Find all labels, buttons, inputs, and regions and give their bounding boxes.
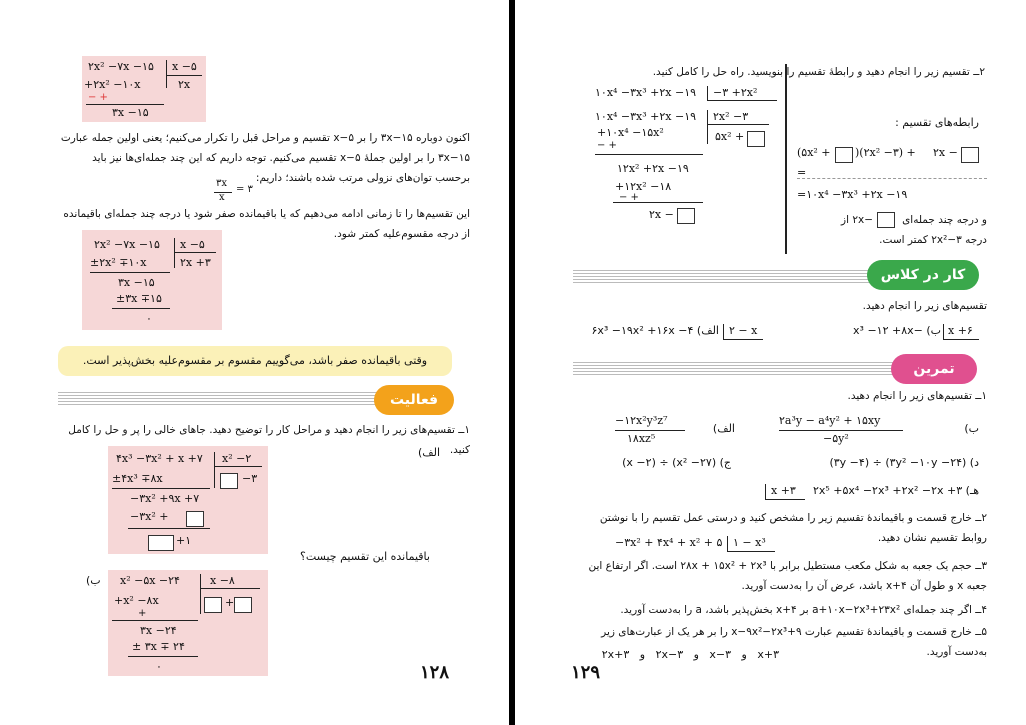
example-top-signs: − + — [88, 92, 108, 103]
example-full-dividend: ۲x² −۷x −۱۵ — [94, 238, 160, 251]
part-a-label: الف) — [418, 446, 441, 459]
ex1-b-label: ب) — [964, 422, 979, 435]
right-page — [515, 0, 1026, 725]
ex1-a-denominator: ۱۸xz⁵ — [627, 432, 656, 445]
ex2-expression: −۳x² + ۴x⁴ + x² + ۵ — [615, 536, 723, 549]
q2-remainder-blank[interactable] — [677, 205, 695, 224]
fraction-denominator: x — [219, 192, 225, 203]
ex2-text: ۲ــ خارج قسمت و باقیماندهٔ تقسیم زیر را مشخص کنید و درستی عمل تقسیم را با نوشتن روابط تقسیم نشان دهید. — [599, 512, 987, 544]
q2-row6: +۱۲x² −۱۸ — [615, 180, 672, 193]
relation-blank-2[interactable] — [961, 144, 979, 163]
relation-line3-b: −۲x از — [841, 214, 873, 226]
q2-division — [595, 84, 779, 224]
example-full-line3: ±۳x ∓۱۵ — [116, 292, 162, 305]
fraction-equation — [212, 180, 272, 204]
activity-stripes — [58, 392, 378, 406]
page-number-left: ۱۲۸ — [420, 662, 450, 683]
ex1-e-expression: هـ) ۲x⁵ +۵x⁴ −۲x³ +۲x² −۲x +۳ — [812, 484, 979, 497]
q2-separator — [785, 64, 787, 254]
ex1-a-label: الف) — [712, 422, 735, 435]
ex1-a-numerator: −۱۲x²y³z⁷ — [615, 414, 668, 427]
relation-line-4: درجه ۳−۲x² کمتر است. — [879, 234, 987, 246]
exercise-stripes — [573, 362, 899, 376]
q2-row8: ۲x − — [649, 208, 674, 221]
part-a-line3: −۳x² + — [130, 510, 169, 523]
classwork-b-expression: ب) −x³ −۱۲ +۸x — [853, 324, 941, 337]
relation-eq: = — [797, 166, 807, 179]
part-a-remainder-blank[interactable] — [148, 532, 174, 551]
example-top-dividend: ۲x² −۷x −۱۵ — [88, 60, 154, 73]
left-page — [0, 0, 509, 725]
q2-row2-divisor: ۲x² −۳ — [713, 110, 749, 123]
q2-row4-signs: − + — [597, 140, 617, 151]
part-b-remainder: ۰ — [156, 660, 162, 673]
example-top-divisor: x −۵ — [172, 60, 197, 73]
example-full-remainder: ۰ — [146, 312, 152, 325]
part-b-line1: +x² −۸x — [114, 594, 159, 607]
exercise-title: تمرین — [891, 354, 977, 384]
relation-line3-a: و درجه چند جمله‌ای — [902, 214, 987, 226]
q2-dividend: ۱۰x⁴ −۳x³ +۲x −۱۹ — [595, 86, 697, 99]
fraction-result: = ۳ — [236, 184, 253, 195]
ex3-text: ۳ــ حجم یک جعبه به شکل مکعب مستطیل برابر با ۲۸x + ۱۵x² + ۲x³ است. اگر ارتفاع این جعبه x و طول آن ۴+x باشد، عرض آن را به‌دست آورید. — [588, 560, 987, 592]
part-a-line2: −۳x² +۹x +۷ — [130, 492, 200, 505]
q2-row3-quot: ۵x² + — [715, 130, 745, 143]
relation-line1-b: )(۲x² −۳) + — [855, 146, 916, 159]
paragraph-2: این تقسیم‌ها را تا زمانی ادامه می‌دهیم که یا باقیمانده صفر شود یا درجه چند جمله‌ای باقیمانده از درجه مقسوم‌علیه کمتر شود. — [63, 208, 470, 240]
q2-row5: ۱۲x² +۲x −۱۹ — [617, 162, 689, 175]
classwork-a — [591, 322, 771, 342]
part-b-label: ب) — [86, 574, 101, 587]
divisibility-note: وقتی باقیمانده صفر باشد، می‌گوییم مقسوم بر مقسوم‌علیه بخش‌پذیر است. — [58, 346, 452, 376]
classwork-b-divisor: x +۶ — [948, 324, 973, 337]
q2-quotient-blank[interactable] — [747, 128, 765, 147]
part-a-divisor: x² −۲ — [222, 452, 252, 465]
ex5-options: x+۳ و x−۳ و ۲x−۳ و ۲x+۳ — [601, 648, 779, 661]
q2-row2-left: ۱۰x⁴ −۳x³ +۲x −۱۹ — [595, 110, 697, 123]
ex1-e — [593, 482, 979, 502]
paragraph-1: اکنون دوباره ۱۵−۳x را بر ۵−x تقسیم و مراحل قبل را تکرار می‌کنیم؛ یعنی اولین جمله عبارت ۱۵−۳x را بر اولین جملهٔ ۵−x تقسیم می‌کنیم. توجه داریم که این چند جمله‌ای‌ها نیز باید برحسب توان‌های نزولی مرتب شده باشند؛ داریم: — [60, 132, 470, 184]
example-full-line1: ±۲x² ∓۱۰x — [90, 256, 147, 269]
example-full-quotient: ۲x +۳ — [180, 256, 211, 269]
ex4-text: ۴ــ اگر چند جمله‌ای a+۱۰x−۲x³+۲۳x² بر ۴+x بخش‌پذیر باشد، a را به‌دست آورید. — [620, 604, 987, 616]
part-a-blank-2[interactable] — [186, 508, 204, 527]
classwork-b — [815, 322, 985, 342]
ex2-division — [615, 534, 795, 554]
q2-text: ۲ــ تقسیم زیر را انجام دهید و رابطهٔ تقسیم را بنویسید. راه حل را کامل کنید. — [652, 66, 985, 78]
ex1-a — [615, 414, 735, 448]
q2-row7-sign: − + — [619, 192, 639, 203]
part-b-quotient-blank-2[interactable] — [234, 594, 252, 613]
example-top-box — [82, 56, 206, 122]
part-a-box — [108, 446, 268, 554]
relation-line-2: =۱۰x⁴ −۳x³ +۲x −۱۹ — [797, 188, 908, 201]
part-a-remainder-tail: +۱ — [176, 534, 192, 547]
classwork-text: تقسیم‌های زیر را انجام دهید. — [862, 300, 987, 312]
classwork-a-divisor: ۲ − x — [729, 324, 758, 337]
relation-line-3 — [797, 212, 987, 232]
relation-blank-3[interactable] — [877, 212, 895, 228]
classwork-title: کار در کلاس — [867, 260, 979, 290]
part-a-dividend: ۴x³ −۳x² + x +۷ — [116, 452, 203, 465]
ex1-b-numerator: ۲a³y − a⁴y² + ۱۵xy — [779, 414, 881, 427]
relation-line1-c: ۲x − — [933, 146, 958, 159]
part-b-dividend: x² −۵x −۲۴ — [120, 574, 180, 587]
ex1-text: ۱ــ تقسیم‌های زیر را انجام دهید. — [847, 390, 987, 402]
classwork-a-expression: الف) ۶x³ −۱۹x² +۱۶x −۴ — [591, 324, 719, 337]
activity-intro: ۱ــ تقسیم‌های زیر را انجام دهید و مراحل کار را توضیح دهید. جاهای خالی را پر و حل را کامل کنید. — [68, 424, 470, 456]
example-top-quotient: ۲x — [178, 78, 191, 91]
ex5-text: ۵ــ خارج قسمت و باقیماندهٔ تقسیم عبارت ۹+x−۹x²−۲x³ را بر هر یک از عبارت‌های زیر به‌دست آورید. — [601, 626, 987, 658]
part-b-line3: ± ۳x ∓ ۲۴ — [132, 640, 185, 653]
relation-line1-a: (۵x² + — [797, 146, 831, 159]
fraction-numerator: ۳x — [216, 178, 228, 189]
page-number-right: ۱۲۹ — [571, 662, 601, 683]
part-a-quotient-tail: −۳ — [242, 472, 258, 485]
ex2-divisor: ۱ − x³ — [733, 536, 766, 549]
ex1-e-divisor: x +۳ — [771, 484, 796, 497]
part-b-divisor: x −۸ — [210, 574, 235, 587]
ex1-d: د) (۳y² −۱۰y −۲۴) ÷ (۳y −۴) — [829, 456, 979, 469]
example-full-divisor: x −۵ — [180, 238, 205, 251]
part-b-quotient-plus: + — [225, 596, 235, 609]
relation-blank-1[interactable] — [835, 144, 853, 163]
ex1-c: ج) (x² −۲۷) ÷ (x −۲) — [622, 456, 731, 469]
relation-label: رابطه‌های تقسیم : — [895, 116, 979, 129]
remainder-question: باقیمانده این تقسیم چیست؟ — [300, 550, 430, 563]
classwork-stripes — [573, 270, 879, 284]
example-top-remainder: ۳x −۱۵ — [112, 106, 149, 119]
ex1-b-denominator: −۵y² — [823, 432, 849, 445]
example-full-box — [82, 230, 222, 330]
ex1-b — [779, 414, 979, 448]
example-top-product: +۲x² −۱۰x — [84, 78, 141, 91]
part-b-line1-sign: + — [138, 608, 147, 619]
q2-row3-left: +۱۰x⁴ −۱۵x² — [597, 126, 664, 139]
example-full-line2: ۳x −۱۵ — [118, 276, 155, 289]
part-b-quotient-blank-1[interactable] — [204, 594, 222, 613]
part-b-box — [108, 570, 268, 676]
part-a-quotient-blank[interactable] — [220, 470, 238, 489]
part-a-line1: ±۴x³ ∓۸x — [112, 472, 163, 485]
part-b-line2: ۳x −۲۴ — [140, 624, 177, 637]
relation-line-1 — [797, 144, 987, 164]
q2-divisor: −۳ +۲x² — [713, 86, 758, 99]
activity-title: فعالیت — [374, 385, 454, 415]
